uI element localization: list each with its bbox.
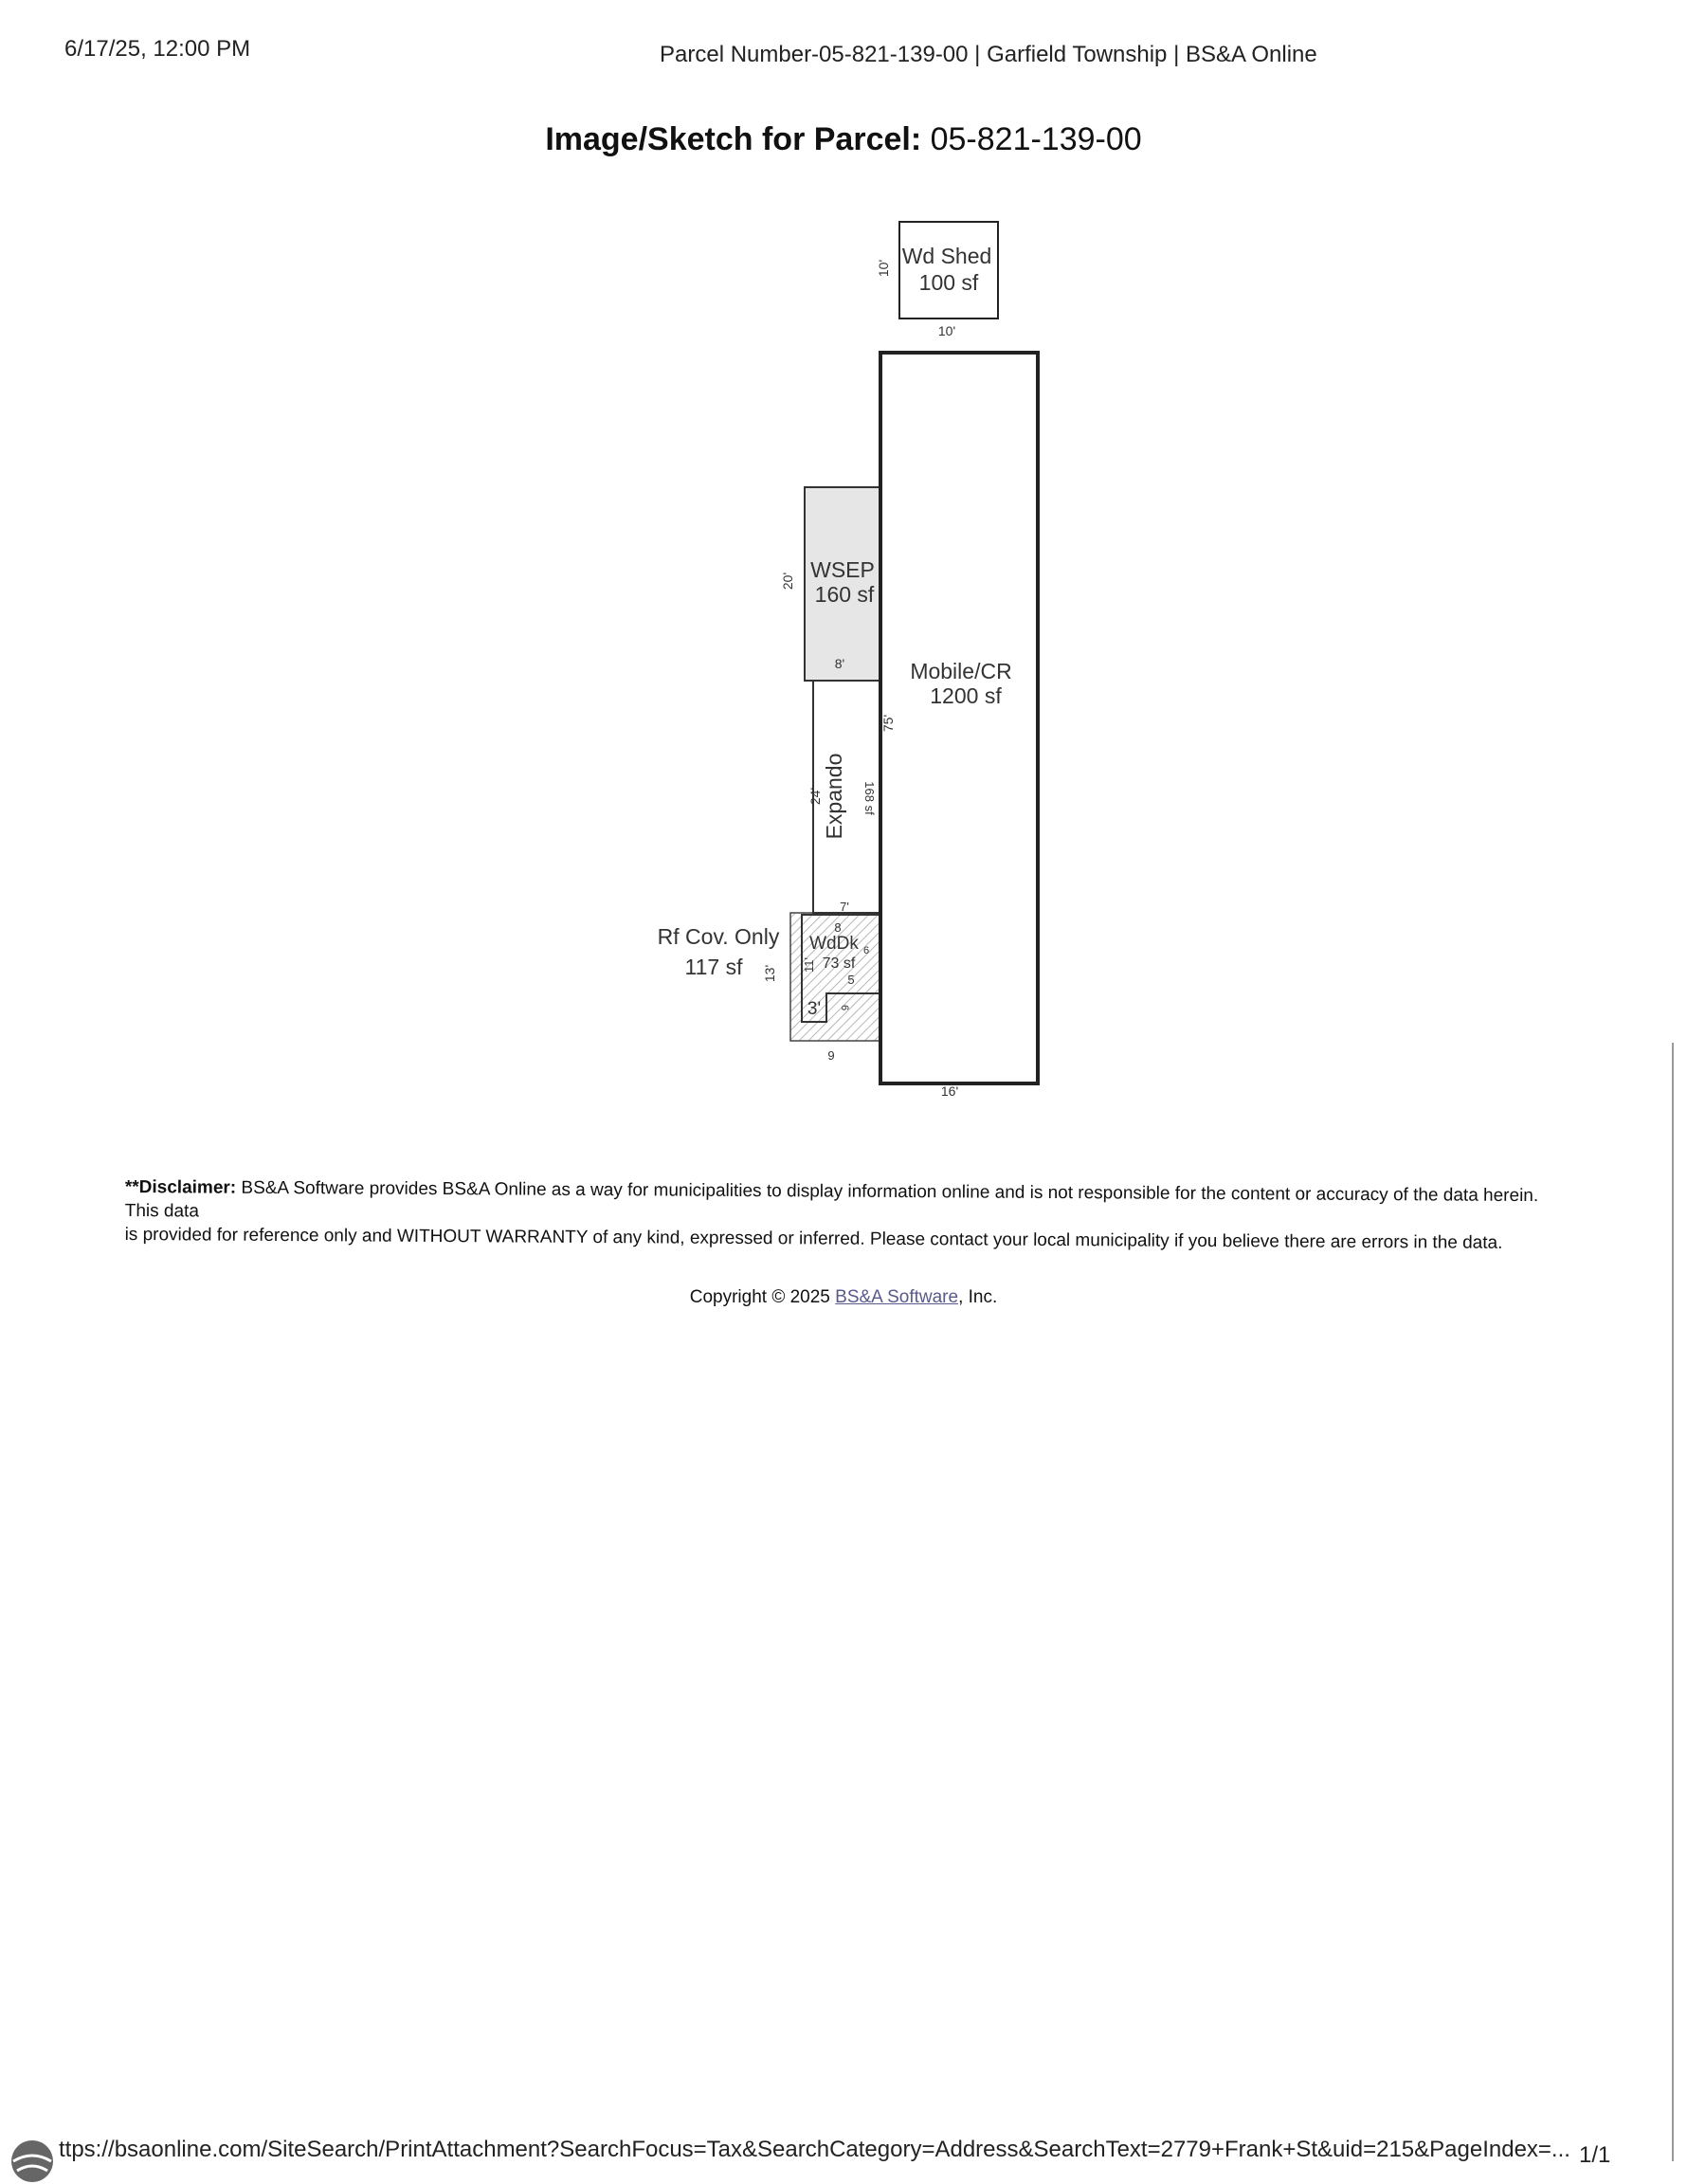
expando-area: 168 sf bbox=[862, 781, 877, 815]
scan-edge-line bbox=[1672, 1043, 1674, 2161]
copyright-suffix: , Inc. bbox=[958, 1287, 998, 1307]
mobile-outline bbox=[880, 353, 1038, 1083]
disclaimer bbox=[125, 1175, 1547, 1255]
mobile-dim-bottom: 16' bbox=[940, 1083, 959, 1099]
print-datetime: 6/17/25, 12:00 PM bbox=[64, 36, 251, 62]
print-url: ttps://bsaonline.com/SiteSearch/PrintAttachment?SearchFocus=Tax&SearchCategory=Address&SearchText=2779+Frank+St&uid=215&PageIndex=... bbox=[59, 2137, 1570, 2162]
wsep-dim-bottom: 8' bbox=[834, 656, 845, 671]
mobile-dim-side: 75' bbox=[880, 714, 896, 733]
scanner-logo-icon bbox=[9, 2138, 55, 2184]
copyright bbox=[0, 1287, 1687, 1308]
copyright-prefix: Copyright © 2025 bbox=[689, 1287, 830, 1307]
parcel-number: 05-821-139-00 bbox=[930, 121, 1142, 157]
wd-shed-dim-bottom: 10' bbox=[937, 323, 956, 338]
wddk-dim-top: 8 bbox=[834, 920, 842, 935]
wddk-area: 73 sf bbox=[822, 956, 856, 972]
expando-dim-bottom: 7' bbox=[840, 900, 849, 914]
title-label: Image/Sketch for Parcel: bbox=[545, 121, 922, 157]
mobile-area: 1200 sf bbox=[930, 683, 1002, 708]
rf-cov-area: 117 sf bbox=[684, 955, 743, 979]
wsep-area: 160 sf bbox=[814, 582, 875, 607]
wddk-dim-small: 6 bbox=[839, 1004, 850, 1011]
expando-name: Expando bbox=[822, 753, 846, 840]
rf-cov-name: Rf Cov. Only bbox=[657, 924, 780, 949]
disclaimer-line-1: BS&A Software provides BS&A Online as a way for municipalities to display information online and is not responsible for the content or accuracy of the data herein. This data bbox=[124, 1177, 1539, 1222]
wddk-dim-inner: 3' bbox=[807, 999, 822, 1019]
wd-shed-dim-side: 10' bbox=[876, 259, 891, 278]
disclaimer-line-2: is provided for reference only and WITHOUT WARRANTY of any kind, expressed or inferred. Please contact your local municipality if you believe there are errors in the data. bbox=[124, 1224, 1503, 1253]
wddk-dim-side: 11' bbox=[802, 957, 816, 973]
wddk-dim-right: 6 bbox=[862, 945, 870, 956]
rf-cov-dim-side: 13' bbox=[762, 964, 777, 983]
wsep-name: WSEP bbox=[810, 557, 875, 582]
bsa-software-link[interactable]: BS&A Software bbox=[835, 1287, 959, 1307]
expando-dim-side: 24' bbox=[807, 787, 823, 806]
wsep-dim-side: 20' bbox=[780, 572, 795, 591]
mobile-name: Mobile/CR bbox=[910, 659, 1012, 683]
wddk-name: WdDk bbox=[809, 934, 859, 954]
wddk-dim-mid: 5 bbox=[847, 973, 855, 987]
rf-cov-dim-bottom: 9 bbox=[827, 1048, 835, 1063]
disclaimer-label: **Disclaimer: bbox=[124, 1177, 237, 1198]
print-page-number: 1/1 bbox=[1579, 2142, 1611, 2168]
wd-shed-name: Wd Shed bbox=[901, 244, 992, 268]
print-page-title: Parcel Number-05-821-139-00 | Garfield Township | BS&A Online bbox=[660, 42, 1317, 67]
wd-shed-area: 100 sf bbox=[918, 270, 979, 295]
